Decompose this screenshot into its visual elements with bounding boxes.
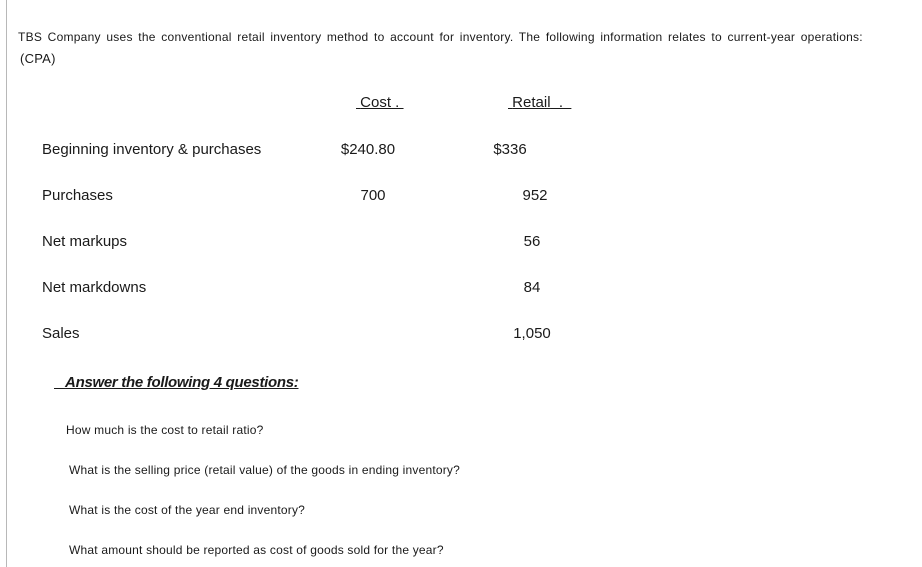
cost-beginning-inventory: $240.80	[340, 141, 396, 158]
page-left-border	[6, 0, 7, 567]
intro-source: (CPA)	[20, 51, 56, 66]
row-label-purchases: Purchases	[42, 187, 113, 204]
retail-column-header: Retail .	[512, 94, 572, 111]
cost-header-label: Cost	[360, 94, 392, 111]
retail-purchases: 952	[522, 187, 548, 204]
retail-sales: 1,050	[513, 325, 551, 342]
retail-net-markups: 56	[523, 233, 541, 250]
question-2: What is the selling price (retail value) of the goods in ending inventory?	[69, 463, 461, 477]
question-4: What amount should be reported as cost of goods sold for the year?	[69, 543, 444, 557]
intro-text: TBS Company uses the conventional retail inventory method to account for inventory. The following information relates to current-year operations:	[18, 30, 863, 44]
retail-header-label: Retail	[512, 94, 551, 111]
retail-net-markdowns: 84	[523, 279, 541, 296]
row-label-net-markdowns: Net markdowns	[42, 279, 147, 296]
answer-heading: Answer the following 4 questions:	[65, 374, 299, 391]
problem-intro	[18, 30, 898, 66]
retail-beginning-inventory: $336	[493, 141, 527, 158]
cost-purchases: 700	[360, 187, 386, 204]
cost-column-header: Cost .	[360, 94, 404, 111]
question-3: What is the cost of the year end inventory?	[69, 503, 306, 517]
question-1: How much is the cost to retail ratio?	[66, 423, 264, 437]
row-label-sales: Sales	[42, 325, 80, 342]
row-label-beginning-inventory: Beginning inventory & purchases	[42, 141, 262, 158]
row-label-net-markups: Net markups	[42, 233, 128, 250]
